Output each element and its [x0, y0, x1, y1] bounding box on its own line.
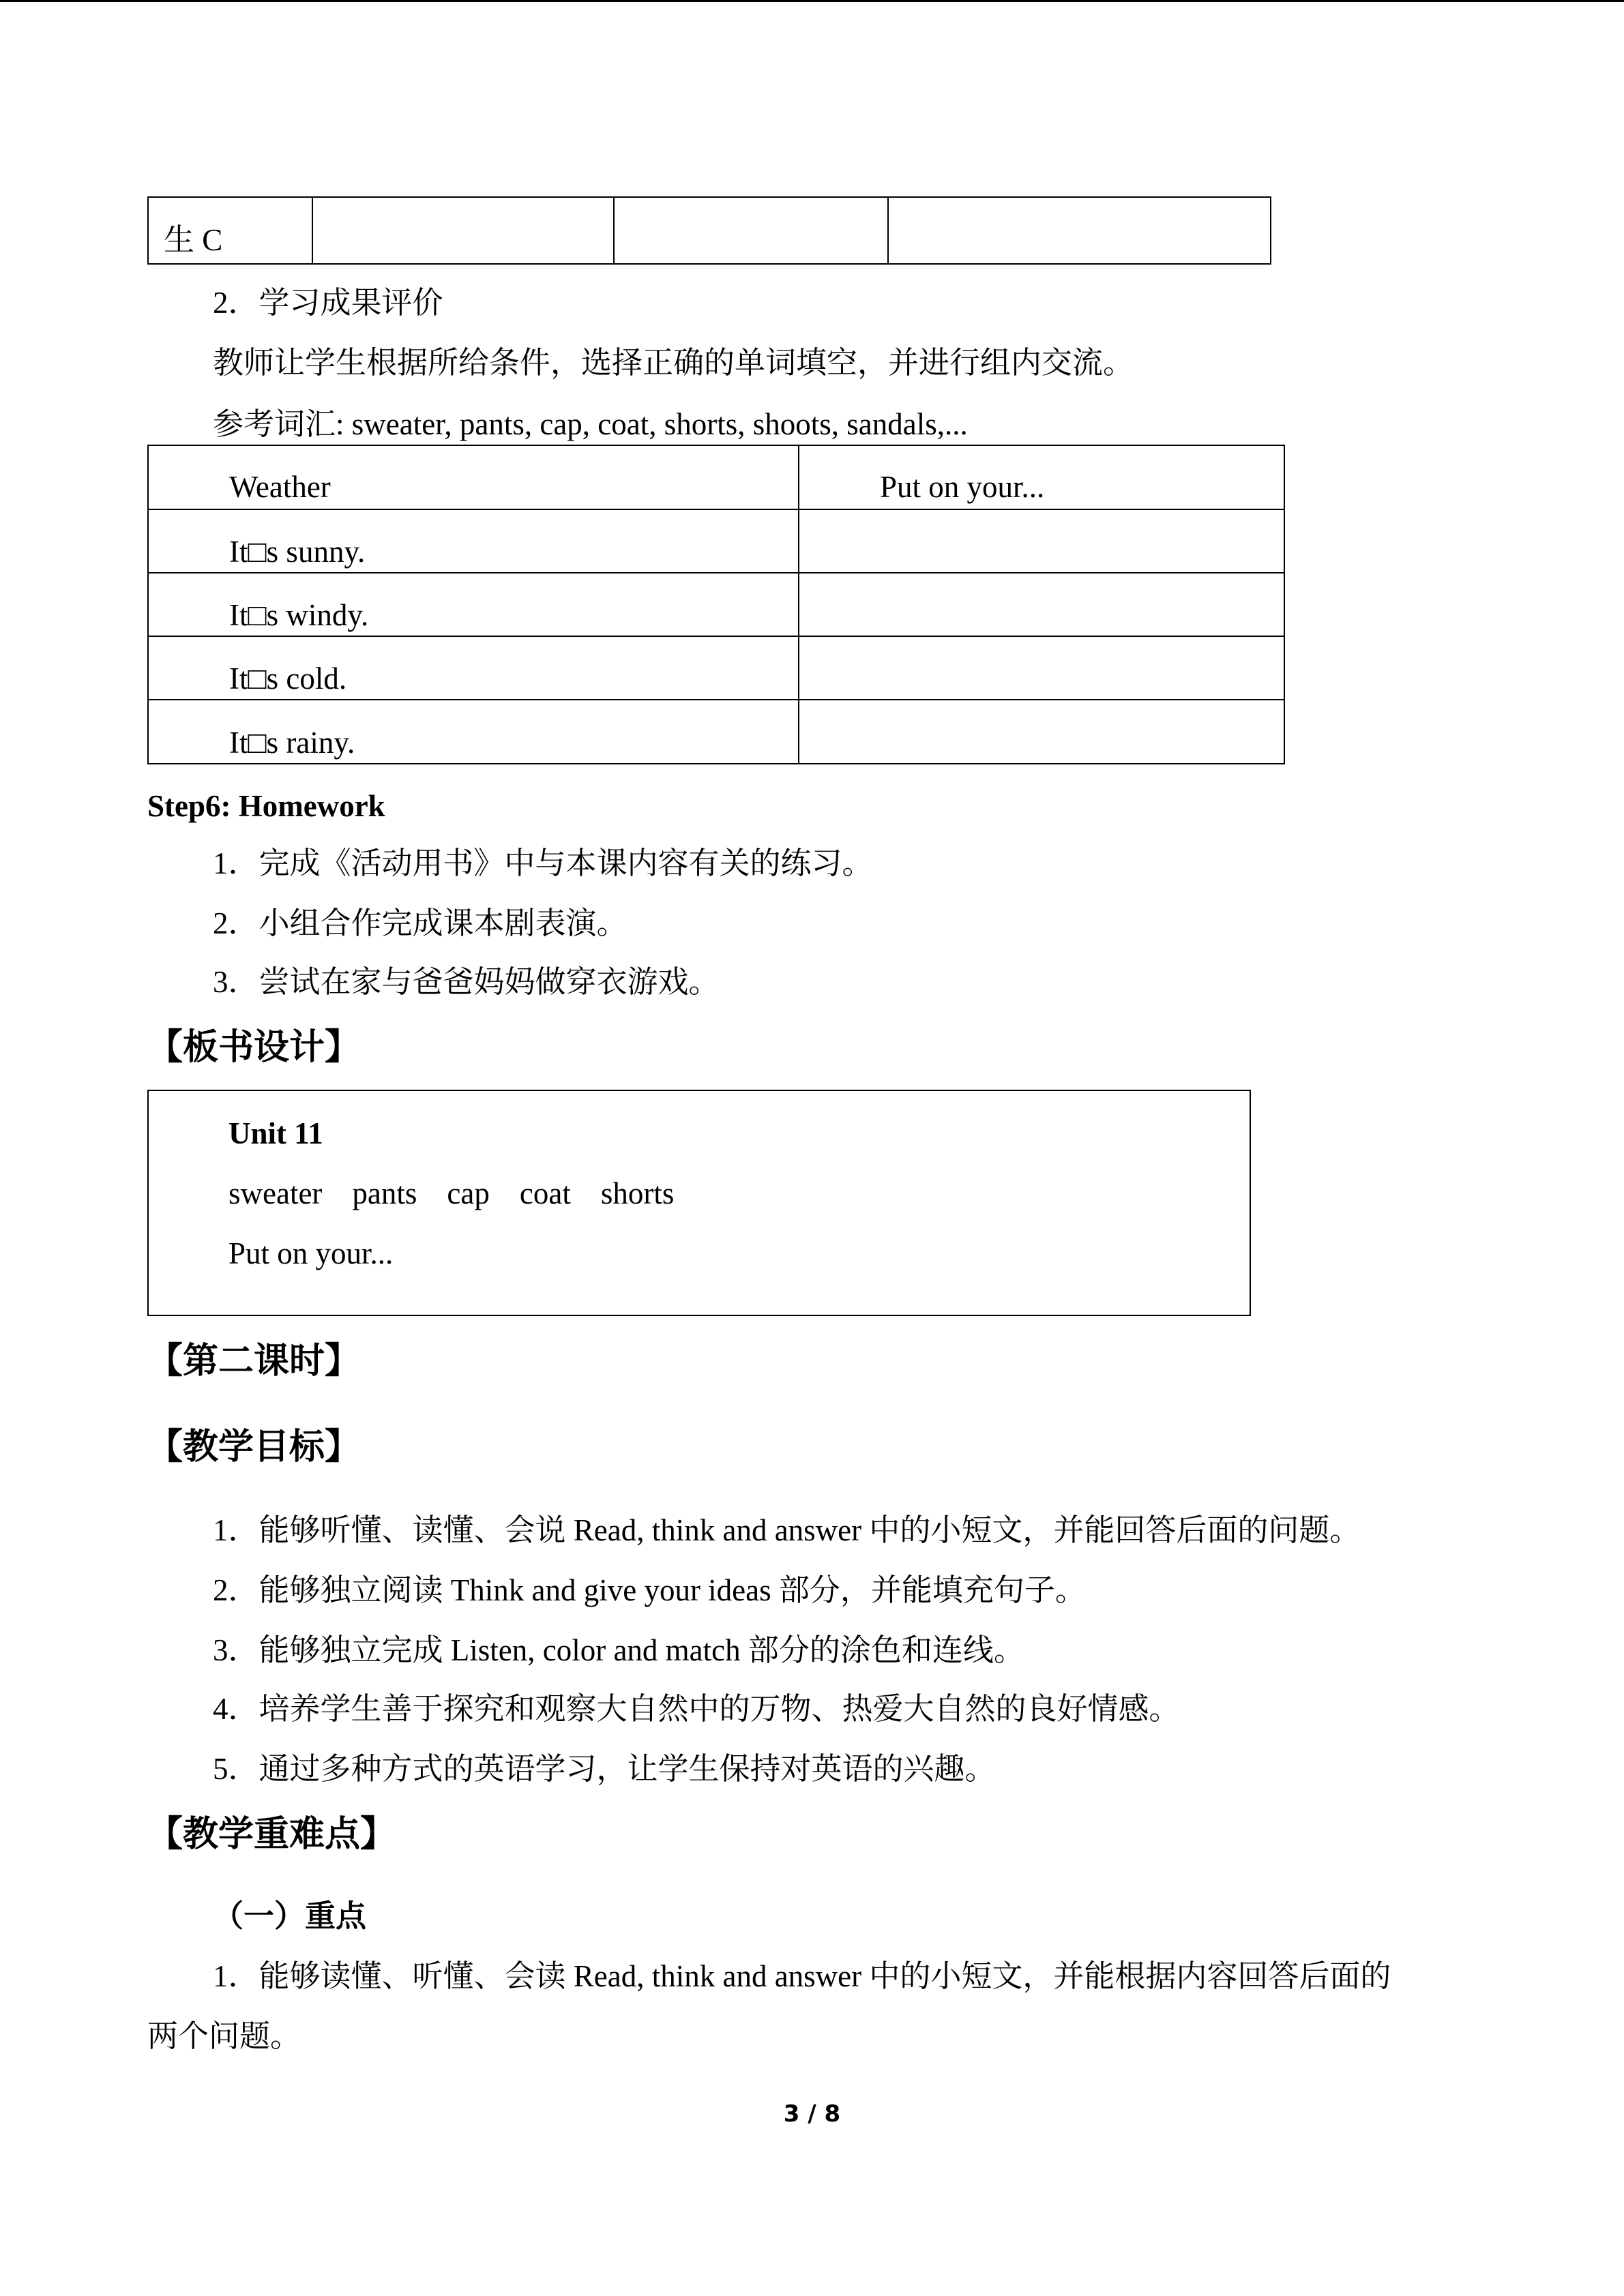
- weather-cell: It□s windy.: [148, 573, 799, 636]
- section-title: 2．学习成果评价: [213, 286, 443, 320]
- board-design-heading: 【板书设计】: [147, 1028, 361, 1067]
- top-table-row-label: [148, 197, 312, 264]
- homework-item: 2．小组合作完成课本剧表演。: [213, 906, 628, 940]
- objective-item: 4．培养学生善于探究和观察大自然中的万物、热爱大自然的良好情感。: [213, 1692, 1180, 1726]
- page-number: 3 / 8: [783, 2100, 841, 2128]
- board-word-list: [228, 1173, 704, 1214]
- answer-cell[interactable]: [799, 573, 1284, 636]
- top-table: [147, 196, 1271, 265]
- answer-cell[interactable]: [799, 509, 1284, 573]
- board-unit: Unit 11: [228, 1116, 323, 1150]
- objective-item: 1．能够听懂、读懂、会说 Read, think and answer 中的小短文，并能回答后面的问题。: [213, 1513, 1361, 1547]
- board-word: sweater: [228, 1176, 323, 1210]
- key-point-item-continued: 两个问题。: [147, 2019, 301, 2053]
- top-table-cell: [888, 197, 1271, 264]
- weather-table: [147, 445, 1285, 764]
- objective-item: 5．通过多种方式的英语学习，让学生保持对英语的兴趣。: [213, 1752, 996, 1786]
- table-row: [148, 700, 1284, 764]
- header-put-on: Put on your...: [799, 445, 1284, 509]
- key-points-subheading: （一）重点: [213, 1899, 367, 1933]
- instruction-text: 教师让学生根据所给条件，选择正确的单词填空，并进行组内交流。: [213, 346, 1134, 380]
- table-row: [148, 509, 1284, 573]
- lesson2-heading: 【第二课时】: [147, 1342, 361, 1381]
- weather-table-header: [148, 445, 1284, 509]
- homework-item: 1．完成《活动用书》中与本课内容有关的练习。: [213, 846, 873, 880]
- weather-cell: It□s cold.: [148, 636, 799, 700]
- objective-item: 3．能够独立完成 Listen, color and match 部分的涂色和连线。: [213, 1633, 1024, 1667]
- key-point-item: 1．能够读懂、听懂、会读 Read, think and answer 中的小短文，并能根据内容回答后面的: [213, 1959, 1391, 1993]
- board-word: coat: [519, 1176, 571, 1210]
- weather-cell: It□s sunny.: [148, 509, 799, 573]
- row-label-text: 生 C: [164, 223, 223, 257]
- board-word: pants: [352, 1176, 417, 1210]
- objectives-heading: 【教学目标】: [147, 1428, 361, 1467]
- header-weather: Weather: [148, 445, 799, 509]
- objective-item: 2．能够独立阅读 Think and give your ideas 部分，并能填充句子。: [213, 1573, 1086, 1607]
- table-row: [148, 636, 1284, 700]
- answer-cell[interactable]: [799, 700, 1284, 764]
- key-points-heading: 【教学重难点】: [147, 1815, 396, 1854]
- board-design-box: [147, 1090, 1251, 1316]
- weather-cell: It□s rainy.: [148, 700, 799, 764]
- top-table-cell: [614, 197, 888, 264]
- top-table-cell: [312, 197, 614, 264]
- vocab-text: 参考词汇: sweater, pants, cap, coat, shorts, shoots, sandals,...: [213, 407, 968, 441]
- answer-cell[interactable]: [799, 636, 1284, 700]
- board-word: shorts: [600, 1176, 675, 1210]
- board-word: cap: [447, 1176, 490, 1210]
- board-sentence: Put on your...: [228, 1236, 394, 1270]
- page-top-border: [0, 0, 1624, 2]
- homework-item: 3．尝试在家与爸爸妈妈做穿衣游戏。: [213, 965, 720, 999]
- table-row: [148, 573, 1284, 636]
- step6-title: Step6: Homework: [147, 789, 385, 823]
